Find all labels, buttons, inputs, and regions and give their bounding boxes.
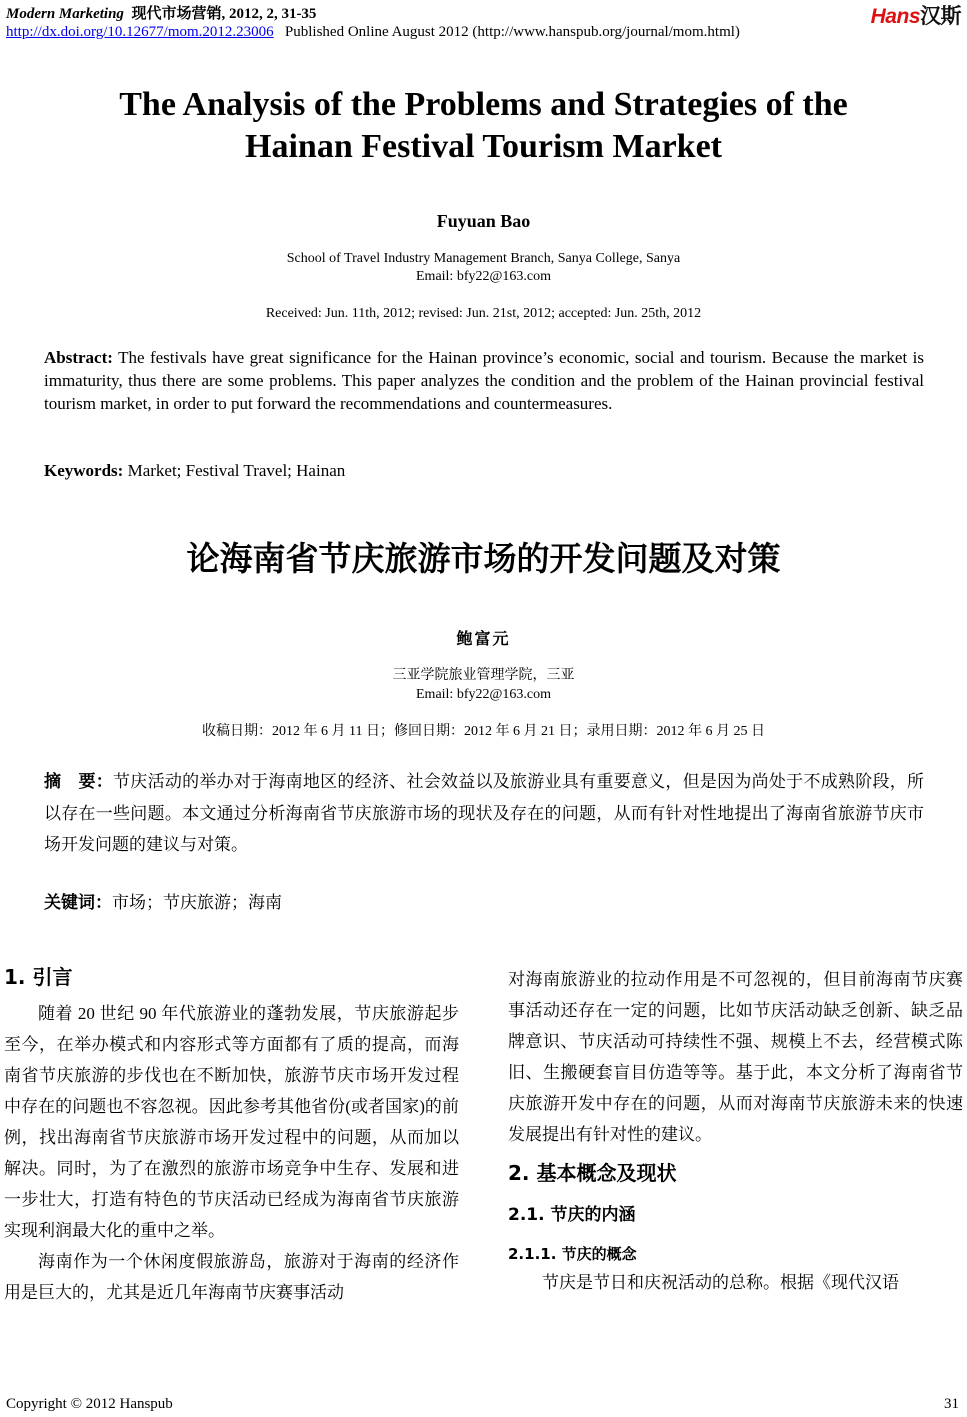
abstract-text: The festivals have great significance for the Hainan province’s economic, social and tourism. Because the market is immaturity, thus there are some problems. This paper analyzes the condition and the problem of the Hainan provincial festival tourism market, in order to put forward the recommendations and countermeasures. — [44, 348, 924, 413]
keywords-text: Market; Festival Travel; Hainan — [123, 461, 346, 480]
english-title-line2: Hainan Festival Tourism Market — [245, 128, 722, 165]
chinese-title: 论海南省节庆旅游市场的开发问题及对策 — [186, 539, 781, 578]
section-2-1-1-heading: 2.1.1. 节庆的概念 — [508, 1245, 637, 1263]
journal-cn-info: 现代市场营销, 2012, 2, 31-35 — [131, 6, 317, 22]
paragraph-1: 随着 20 世纪 90 年代旅游业的蓬勃发展，节庆旅游起步至今，在举办模式和内容形式等方面都有了质的提高，而海南省节庆旅游的步伐也在不断加快，旅游节庆市场开发过程中存在的问题也不容忽视。因此参考其他省份(或者国家)的前例，找出海南省节庆旅游市场开发过程中的问题，从而加以解决。同时，为了在激烈的旅游市场竞争中生存、发展和进一步壮大，打造有特色的节庆活动已经成为海南省节庆旅游实现利润最大化的重中之举。 — [4, 1004, 459, 1240]
hans-logo — [871, 0, 961, 30]
journal-header — [6, 2, 316, 23]
chinese-abstract — [44, 766, 924, 860]
english-abstract — [44, 346, 924, 415]
right-column — [508, 964, 963, 1298]
paragraph-2: 海南作为一个休闲度假旅游岛，旅游对于海南的经济作用是巨大的，尤其是近几年海南节庆赛事活动 — [4, 1252, 459, 1302]
keywords-label: Keywords: — [44, 461, 124, 480]
chinese-abstract-text: 节庆活动的举办对于海南地区的经济、社会效益以及旅游业具有重要意义，但是因为尚处于不成熟阶段，所以存在一些问题。本文通过分析海南省节庆旅游市场的现状及存在的问题，从而有针对性地提出了海南省旅游节庆市场开发问题的建议与对策。 — [44, 772, 925, 854]
chinese-keywords-text: 市场；节庆旅游；海南 — [112, 893, 282, 912]
doi-line — [6, 24, 740, 41]
left-column — [4, 960, 459, 1308]
chinese-keywords-label: 关键词： — [44, 893, 112, 913]
published-info: Published Online August 2012 (http://www.hanspub.org/journal/mom.html) — [284, 24, 740, 40]
abstract-label: Abstract: — [44, 348, 113, 367]
section-2-1-heading: 2.1. 节庆的内涵 — [508, 1205, 636, 1225]
english-dates: Received: Jun. 11th, 2012; revised: Jun. 21st, 2012; accepted: Jun. 25th, 2012 — [265, 306, 702, 321]
doi-link[interactable]: http://dx.doi.org/10.12677/mom.2012.23006 — [6, 24, 274, 40]
section-2-heading: 2. 基本概念及现状 — [508, 1161, 677, 1185]
english-author: Fuyuan Bao — [436, 211, 531, 231]
chinese-author: 鲍富元 — [456, 631, 511, 648]
chinese-keywords — [44, 888, 282, 913]
english-title — [40, 84, 927, 168]
paragraph-4: 节庆是节日和庆祝活动的总称。根据《现代汉语 — [542, 1273, 899, 1292]
paragraph-3: 对海南旅游业的拉动作用是不可忽视的，但目前海南节庆赛事活动还存在一定的问题，比如节庆活动缺乏创新、缺乏品牌意识、节庆活动可持续性不强、规模上不去，经营模式陈旧、生搬硬套盲目仿造等等。基于此，本文分析了海南省节庆旅游开发中存在的问题，从而对海南节庆旅游未来的快速发展提出有针对性的建议。 — [508, 970, 963, 1144]
english-keywords — [44, 461, 345, 481]
english-affiliation: School of Travel Industry Management Branch, Sanya College, Sanya — [286, 251, 681, 266]
chinese-dates: 收稿日期：2012 年 6 月 11 日；修回日期：2012 年 6 月 21 日；录用日期：2012 年 6 月 25 日 — [202, 724, 765, 739]
chinese-email: Email: bfy22@163.com — [416, 687, 551, 702]
logo-en: Hans — [870, 5, 920, 28]
chinese-affiliation: 三亚学院旅业管理学院，三亚 — [392, 668, 575, 683]
page-number: 31 — [944, 1396, 959, 1412]
english-email: Email: bfy22@163.com — [416, 269, 551, 284]
section-1-heading: 1. 引言 — [4, 965, 73, 989]
english-title-line1: The Analysis of the Problems and Strategies of the — [119, 86, 848, 123]
copyright: Copyright © 2012 Hanspub — [6, 1396, 173, 1412]
chinese-abstract-label: 摘 要： — [44, 772, 114, 792]
logo-cn: 汉斯 — [920, 5, 961, 28]
journal-name: Modern Marketing — [6, 6, 124, 22]
